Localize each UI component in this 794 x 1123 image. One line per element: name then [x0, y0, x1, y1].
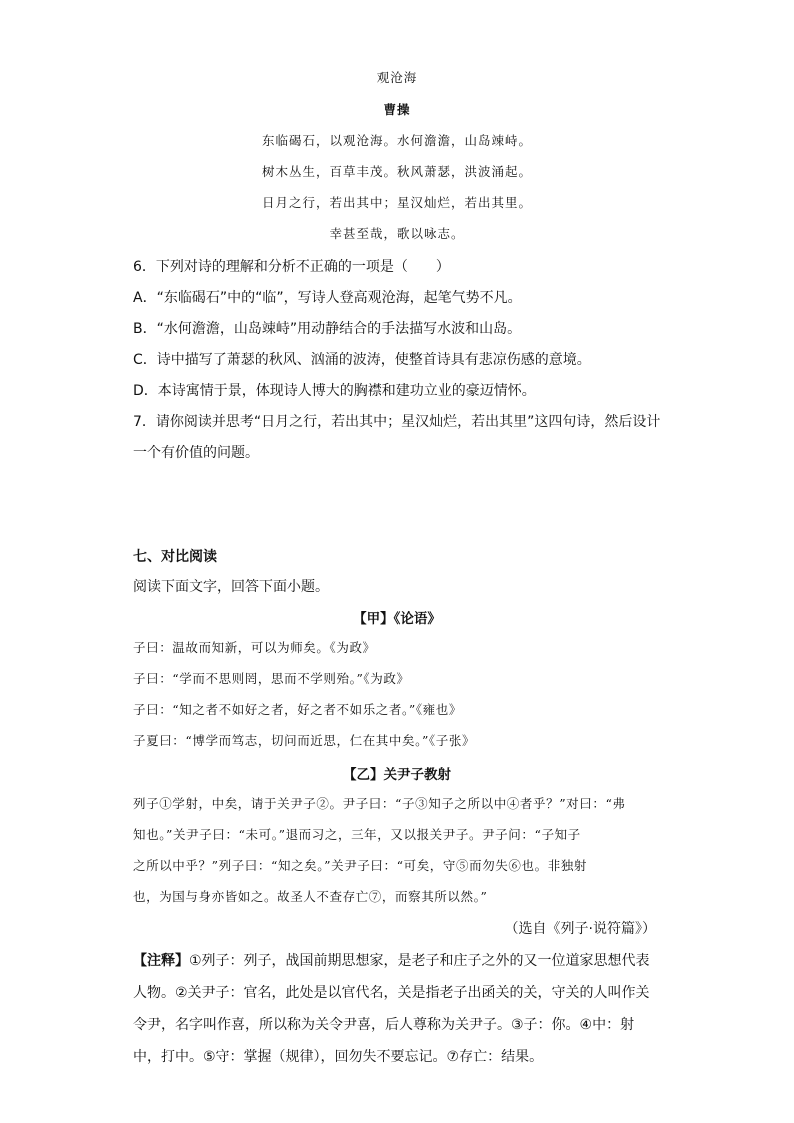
- poem-line: 东临碣石，以观沧海。水何澹澹，山岛竦峙。: [261, 133, 532, 148]
- notes-line: 中，打中。⑤守：掌握（规律），回勿失不要忘记。⑦存亡：结果。: [133, 1049, 544, 1065]
- passage-yi-title: 【乙】关尹子教射: [343, 767, 451, 783]
- question-6-option-b: B．“水何澹澹，山岛竦峙”用动静结合的手法描写水波和山岛。: [133, 321, 522, 337]
- question-6-option-c: C．诗中描写了萧瑟的秋风、汹涌的波涛，使整首诗具有悲凉伤感的意境。: [133, 352, 591, 368]
- section-heading: 七、对比阅读: [133, 549, 217, 565]
- notes-line: 令尹，名字叫作喜，所以称为关令尹喜，后人尊称为关尹子。③子：你。④中：射: [133, 1017, 635, 1033]
- passage-jia-line: 子曰：“学而不思则罔，思而不学则殆。”《为政》: [133, 671, 410, 686]
- passage-yi-line: 也，为国与身亦皆如之。故圣人不查存亡⑦，而察其所以然。”: [133, 889, 488, 904]
- passage-jia-title: [0, 607, 794, 627]
- notes-label: 【注释】: [133, 953, 189, 969]
- passage-jia-line: 子曰：温故而知新，可以为师矣。《为政》: [133, 640, 376, 655]
- section-instruction: 阅读下面文字，回答下面小题。: [133, 579, 329, 595]
- notes-line-1: [133, 950, 650, 970]
- passage-yi-line: 列子①学射，中矣，请于关尹子②。尹子曰：“子③知子之所以中④者乎？”对曰：“弗: [133, 796, 626, 811]
- poem-author: 曹操: [383, 102, 411, 117]
- poem-line: 日月之行，若出其中；星汉灿烂，若出其里。: [261, 195, 532, 210]
- poem-line: 幸甚至哉，歌以咏志。: [329, 226, 465, 241]
- notes-text: ①列子：列子，战国前期思想家，是老子和庄子之外的又一位道家思想代表: [189, 953, 650, 969]
- passage-jia-title-text: 【甲】《论语》: [353, 611, 441, 627]
- notes-line: 人物。②关尹子：官名，此处是以官代名，关是指老子出函关的关，守关的人叫作关: [133, 985, 650, 1001]
- passage-yi-line: 知也。”关尹子曰：“未可。”退而习之，三年，又以报关尹子。尹子问：“子知子: [133, 827, 581, 842]
- question-6-stem: 6．下列对诗的理解和分析不正确的一项是（ ）: [133, 259, 450, 275]
- passage-jia-line: 子夏曰：“博学而笃志，切问而近思，仁在其中矣。”《子张》: [133, 733, 476, 748]
- question-7-line-1: 7．请你阅读并思考“日月之行，若出其中；星汉灿烂，若出其里”这四句诗，然后设计: [133, 414, 661, 430]
- passage-yi-line: 之所以中乎？”列子曰：“知之矣。”关尹子曰：“可矣，守⑤而勿失⑥也。非独射: [133, 858, 588, 873]
- question-6-option-d: D．本诗寓情于景，体现诗人博大的胸襟和建功立业的豪迈情怀。: [133, 383, 536, 399]
- poem-line: 树木丛生，百草丰茂。秋风萧瑟，洪波涌起。: [261, 164, 532, 179]
- poem-title: 观沧海: [376, 70, 418, 85]
- question-6-option-a: A．“东临碣石”中的“临”，写诗人登高观沧海，起笔气势不凡。: [133, 290, 522, 306]
- question-7-line-2: 一个有价值的问题。: [133, 445, 259, 461]
- passage-jia-line: 子曰：“知之者不如好之者，好之者不如乐之者。”《雍也》: [133, 702, 462, 717]
- passage-yi-source: （选自《列子·说符篇》）: [504, 921, 656, 937]
